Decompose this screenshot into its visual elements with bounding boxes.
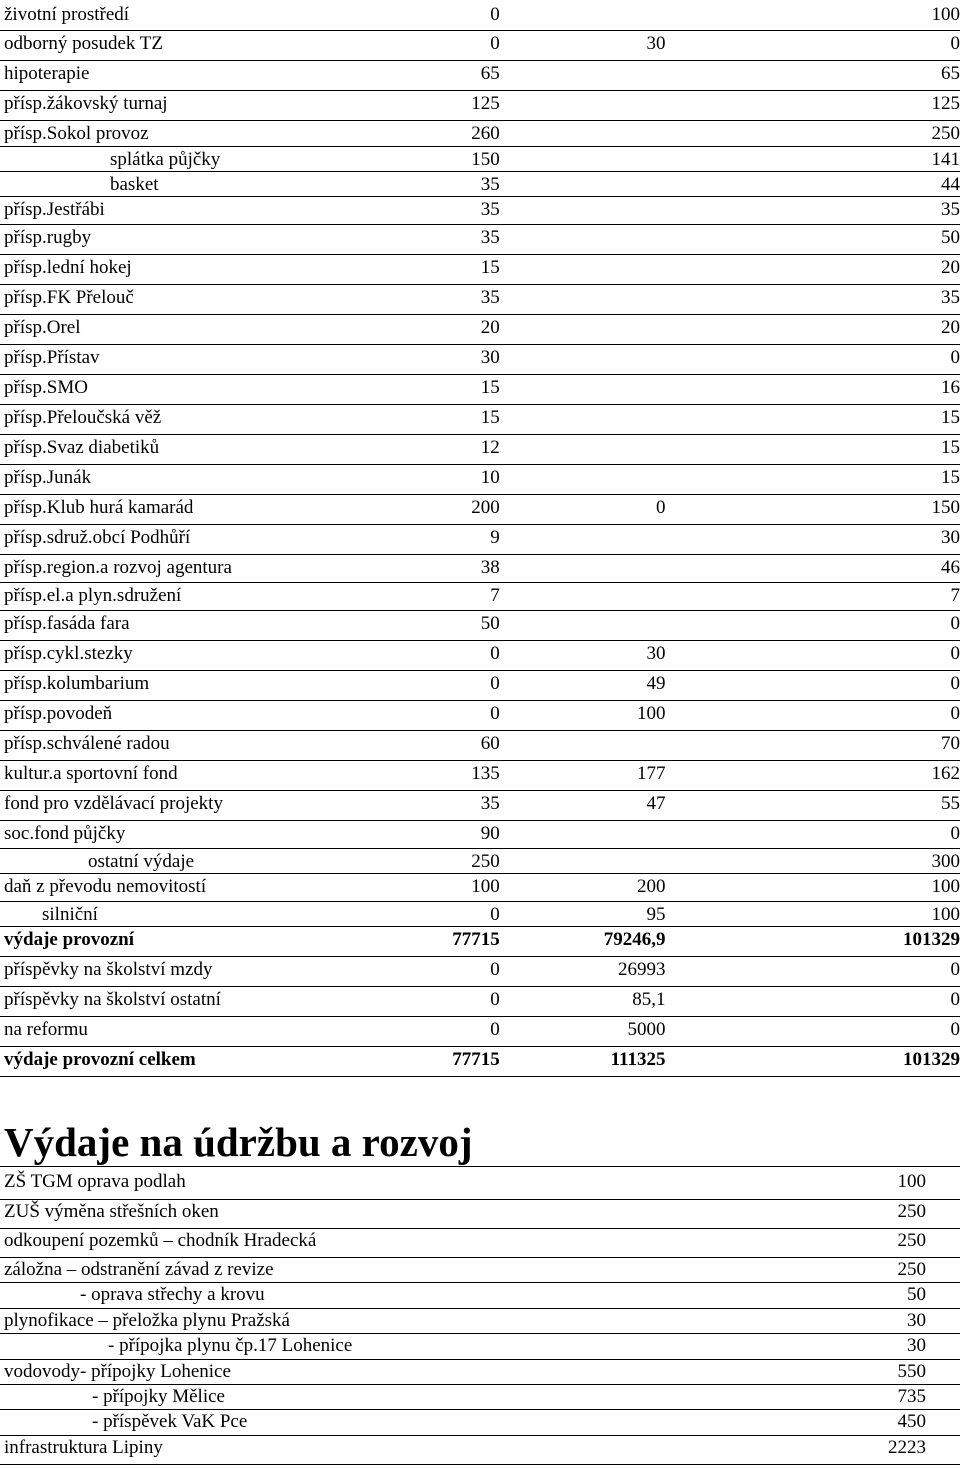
row-value-2 [500, 146, 666, 171]
table-row [0, 494, 960, 524]
row-value-1: 0 [424, 2, 500, 30]
table-row [0, 90, 960, 120]
list-item [0, 1170, 960, 1199]
table-row [0, 848, 960, 873]
table-row [0, 820, 960, 848]
row-value-2: 26993 [500, 956, 666, 986]
item-amount: 250 [700, 1199, 960, 1228]
table-row [0, 670, 960, 700]
list-item [0, 1359, 960, 1384]
row-label: splátka půjčky [0, 146, 424, 171]
list-item [0, 1333, 960, 1359]
row-value-3: 0 [666, 670, 960, 700]
row-value-2 [500, 196, 666, 224]
section-title: Výdaje na údržbu a rozvoj [4, 1119, 473, 1165]
row-label: přísp.fasáda fara [0, 610, 424, 640]
row-value-1: 9 [424, 524, 500, 554]
row-value-1: 30 [424, 344, 500, 374]
row-label: přísp.Klub hurá kamarád [0, 494, 424, 524]
table-row [0, 120, 960, 146]
row-value-3: 0 [666, 986, 960, 1016]
list-item [0, 1308, 960, 1333]
row-value-2 [500, 610, 666, 640]
table-row [0, 374, 960, 404]
table-row [0, 404, 960, 434]
row-value-2 [500, 848, 666, 873]
row-value-2 [500, 820, 666, 848]
item-label: ZŠ TGM oprava podlah [0, 1170, 700, 1199]
row-value-2 [500, 284, 666, 314]
table-row [0, 524, 960, 554]
item-amount: 30 [700, 1308, 960, 1333]
row-value-1: 12 [424, 434, 500, 464]
row-value-2: 95 [500, 901, 666, 926]
row-label: hipoterapie [0, 60, 424, 90]
row-label: přísp.cykl.stezky [0, 640, 424, 670]
row-value-1: 77715 [424, 926, 500, 956]
list-item [0, 1257, 960, 1282]
row-label: přísp.Junák [0, 464, 424, 494]
row-label: výdaje provozní celkem [0, 1046, 424, 1076]
row-value-2: 5000 [500, 1016, 666, 1046]
row-value-3: 16 [666, 374, 960, 404]
title-divider [0, 1166, 960, 1167]
table-row [0, 1046, 960, 1076]
row-label: přísp.Sokol provoz [0, 120, 424, 146]
row-label: přísp.region.a rozvoj agentura [0, 554, 424, 582]
table-row [0, 314, 960, 344]
row-value-2 [500, 434, 666, 464]
table-row [0, 464, 960, 494]
row-label: přísp.lední hokej [0, 254, 424, 284]
row-value-2: 177 [500, 760, 666, 790]
row-label: fond pro vzdělávací projekty [0, 790, 424, 820]
row-value-3: 20 [666, 314, 960, 344]
row-label: na reformu [0, 1016, 424, 1046]
row-label: přísp.schválené radou [0, 730, 424, 760]
row-value-3: 35 [666, 284, 960, 314]
row-value-3: 70 [666, 730, 960, 760]
row-value-1: 0 [424, 1016, 500, 1046]
table-row [0, 926, 960, 956]
row-value-2 [500, 344, 666, 374]
table-row [0, 2, 960, 30]
row-value-2 [500, 314, 666, 344]
row-value-2: 49 [500, 670, 666, 700]
item-amount: 50 [700, 1282, 960, 1308]
table-row [0, 1016, 960, 1046]
row-value-1: 0 [424, 956, 500, 986]
row-label: přísp.Jestřábi [0, 196, 424, 224]
row-value-2: 200 [500, 873, 666, 901]
row-value-3: 300 [666, 848, 960, 873]
row-value-2 [500, 90, 666, 120]
list-item [0, 1384, 960, 1409]
list-item [0, 1435, 960, 1464]
row-value-1: 200 [424, 494, 500, 524]
item-label: - oprava střechy a krovu [0, 1282, 700, 1308]
row-value-3: 0 [666, 1016, 960, 1046]
item-amount: 250 [700, 1228, 960, 1257]
row-value-3: 0 [666, 30, 960, 60]
row-label: přísp.kolumbarium [0, 670, 424, 700]
row-value-1: 0 [424, 670, 500, 700]
row-value-2: 47 [500, 790, 666, 820]
row-value-1: 250 [424, 848, 500, 873]
row-label: odborný posudek TZ [0, 30, 424, 60]
item-label: ZUŠ výměna střešních oken [0, 1199, 700, 1228]
table-row [0, 344, 960, 374]
row-value-1: 35 [424, 284, 500, 314]
row-value-3: 35 [666, 196, 960, 224]
row-value-1: 0 [424, 986, 500, 1016]
item-label: - přípojka plynu čp.17 Lohenice [0, 1333, 700, 1359]
row-value-1: 60 [424, 730, 500, 760]
row-label: přísp.povodeň [0, 700, 424, 730]
row-value-3: 100 [666, 901, 960, 926]
row-value-3: 150 [666, 494, 960, 524]
row-value-3: 101329 [666, 1046, 960, 1076]
table-row [0, 700, 960, 730]
row-value-3: 15 [666, 464, 960, 494]
row-label: přísp.SMO [0, 374, 424, 404]
row-value-3: 55 [666, 790, 960, 820]
row-value-1: 135 [424, 760, 500, 790]
row-value-1: 35 [424, 171, 500, 196]
row-label: přísp.Svaz diabetiků [0, 434, 424, 464]
table-row [0, 254, 960, 284]
table-row [0, 171, 960, 196]
table-row [0, 146, 960, 171]
table-row [0, 790, 960, 820]
row-value-1: 7 [424, 582, 500, 610]
table-row [0, 582, 960, 610]
row-value-3: 100 [666, 2, 960, 30]
item-amount: 100 [700, 1170, 960, 1199]
row-value-2: 85,1 [500, 986, 666, 1016]
row-value-3: 0 [666, 344, 960, 374]
row-value-1: 20 [424, 314, 500, 344]
table-row [0, 901, 960, 926]
row-value-2 [500, 2, 666, 30]
row-value-1: 35 [424, 790, 500, 820]
row-label: přísp.sdruž.obcí Podhůří [0, 524, 424, 554]
row-value-1: 15 [424, 254, 500, 284]
table-row [0, 196, 960, 224]
list-item [0, 1282, 960, 1308]
expenses-table [0, 2, 960, 1077]
row-value-2 [500, 554, 666, 582]
table-row [0, 284, 960, 314]
row-label: přísp.Přístav [0, 344, 424, 374]
row-label: příspěvky na školství mzdy [0, 956, 424, 986]
row-label: silniční [0, 901, 424, 926]
row-value-1: 15 [424, 374, 500, 404]
row-value-2 [500, 224, 666, 254]
row-value-2: 30 [500, 30, 666, 60]
row-value-3: 250 [666, 120, 960, 146]
row-value-3: 15 [666, 404, 960, 434]
row-value-3: 162 [666, 760, 960, 790]
table-row [0, 956, 960, 986]
row-value-1: 0 [424, 640, 500, 670]
row-value-3: 30 [666, 524, 960, 554]
item-label: - příspěvek VaK Pce [0, 1409, 700, 1435]
table-row [0, 434, 960, 464]
row-value-2: 0 [500, 494, 666, 524]
row-value-3: 0 [666, 956, 960, 986]
item-label: plynofikace – přeložka plynu Pražská [0, 1308, 700, 1333]
table-row [0, 730, 960, 760]
row-value-1: 50 [424, 610, 500, 640]
row-value-3: 0 [666, 640, 960, 670]
table-row [0, 986, 960, 1016]
table-row [0, 610, 960, 640]
row-value-1: 38 [424, 554, 500, 582]
item-amount: 250 [700, 1257, 960, 1282]
row-label: ostatní výdaje [0, 848, 424, 873]
row-label: přísp.Přeloučská věž [0, 404, 424, 434]
row-label: přísp.rugby [0, 224, 424, 254]
row-value-3: 141 [666, 146, 960, 171]
table-row [0, 60, 960, 90]
row-value-2 [500, 464, 666, 494]
item-label: vodovody- přípojky Lohenice [0, 1359, 700, 1384]
table-row [0, 554, 960, 582]
item-amount: 450 [700, 1409, 960, 1435]
list-item [0, 1199, 960, 1228]
row-value-3: 0 [666, 610, 960, 640]
row-value-1: 35 [424, 196, 500, 224]
row-value-2 [500, 254, 666, 284]
row-value-3: 46 [666, 554, 960, 582]
row-value-3: 50 [666, 224, 960, 254]
row-value-2 [500, 404, 666, 434]
row-value-2 [500, 524, 666, 554]
item-label: odkoupení pozemků – chodník Hradecká [0, 1228, 700, 1257]
row-value-2: 79246,9 [500, 926, 666, 956]
row-label: soc.fond půjčky [0, 820, 424, 848]
row-value-2: 111325 [500, 1046, 666, 1076]
row-value-1: 90 [424, 820, 500, 848]
row-value-2: 100 [500, 700, 666, 730]
row-value-2: 30 [500, 640, 666, 670]
item-amount: 735 [700, 1384, 960, 1409]
row-label: výdaje provozní [0, 926, 424, 956]
row-label: přísp.FK Přelouč [0, 284, 424, 314]
list-item [0, 1228, 960, 1257]
item-amount: 2223 [700, 1435, 960, 1464]
row-value-3: 100 [666, 873, 960, 901]
row-value-2 [500, 374, 666, 404]
item-amount: 550 [700, 1359, 960, 1384]
row-value-1: 150 [424, 146, 500, 171]
row-value-3: 0 [666, 820, 960, 848]
row-value-1: 15 [424, 404, 500, 434]
maintenance-table [0, 1170, 960, 1465]
row-value-2 [500, 60, 666, 90]
list-item [0, 1409, 960, 1435]
row-label: kultur.a sportovní fond [0, 760, 424, 790]
row-label: příspěvky na školství ostatní [0, 986, 424, 1016]
row-label: přísp.Orel [0, 314, 424, 344]
row-label: přísp.žákovský turnaj [0, 90, 424, 120]
row-value-3: 44 [666, 171, 960, 196]
item-label: infrastruktura Lipiny [0, 1435, 700, 1464]
row-label: basket [0, 171, 424, 196]
row-label: životní prostředí [0, 2, 424, 30]
item-amount: 30 [700, 1333, 960, 1359]
row-value-3: 65 [666, 60, 960, 90]
row-label: daň z převodu nemovitostí [0, 873, 424, 901]
row-value-3: 101329 [666, 926, 960, 956]
row-value-2 [500, 730, 666, 760]
row-value-1: 65 [424, 60, 500, 90]
row-value-2 [500, 582, 666, 610]
row-value-1: 0 [424, 30, 500, 60]
item-label: - přípojky Mělice [0, 1384, 700, 1409]
row-value-3: 7 [666, 582, 960, 610]
row-value-1: 10 [424, 464, 500, 494]
row-value-1: 260 [424, 120, 500, 146]
row-value-2 [500, 171, 666, 196]
table-row [0, 760, 960, 790]
table-row [0, 873, 960, 901]
row-value-1: 100 [424, 873, 500, 901]
row-value-1: 35 [424, 224, 500, 254]
row-value-3: 15 [666, 434, 960, 464]
row-value-3: 0 [666, 700, 960, 730]
table-row [0, 30, 960, 60]
row-value-3: 125 [666, 90, 960, 120]
table-row [0, 640, 960, 670]
table-row [0, 224, 960, 254]
row-value-2 [500, 120, 666, 146]
row-value-1: 0 [424, 700, 500, 730]
row-value-3: 20 [666, 254, 960, 284]
row-value-1: 0 [424, 901, 500, 926]
row-value-1: 125 [424, 90, 500, 120]
row-value-1: 77715 [424, 1046, 500, 1076]
row-label: přísp.el.a plyn.sdružení [0, 582, 424, 610]
item-label: záložna – odstranění závad z revize [0, 1257, 700, 1282]
